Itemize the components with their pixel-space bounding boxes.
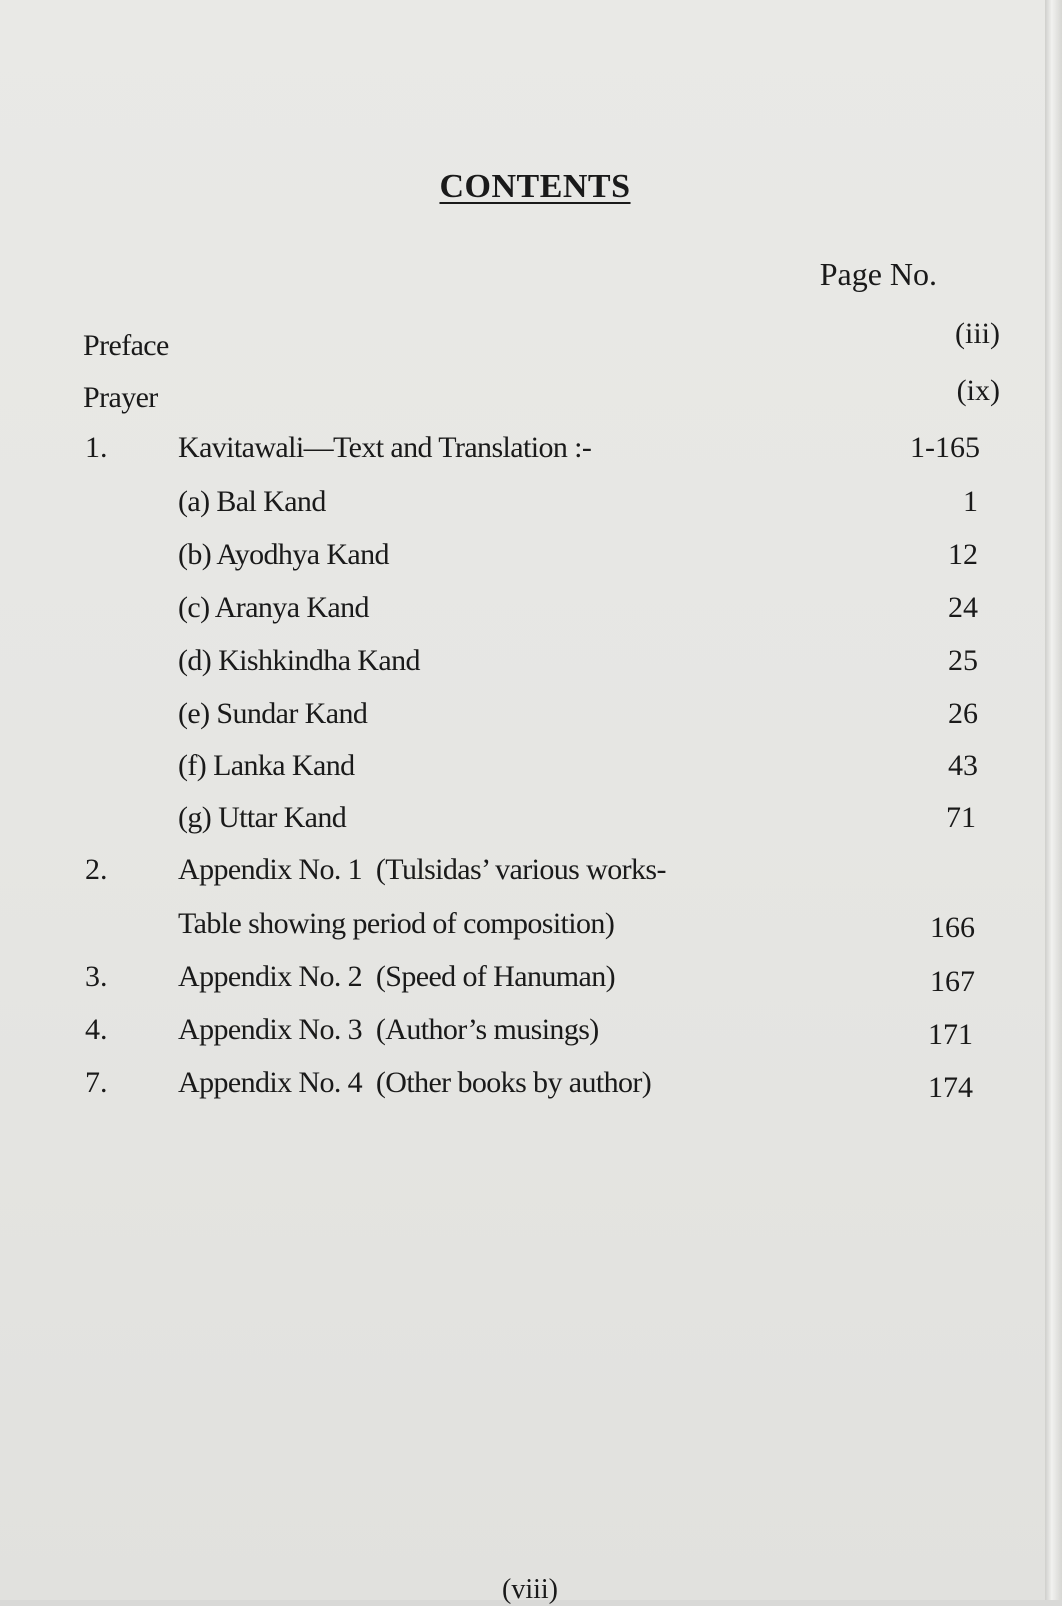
toc-entry-kishkindha-kand xyxy=(0,641,1000,681)
toc-entry-label: (e) Sundar Kand xyxy=(178,697,368,730)
toc-entry-label: Kavitawali—Text and Translation :- xyxy=(178,431,592,464)
toc-entry-number: 7. xyxy=(85,1066,108,1099)
toc-entry-page: 171 xyxy=(928,1018,973,1051)
toc-entry-prayer xyxy=(0,374,1000,418)
toc-entry-appendix-1 xyxy=(0,850,1000,890)
toc-entry-uttar-kand xyxy=(0,798,1000,838)
toc-entry-page: (iii) xyxy=(955,317,1000,350)
toc-entry-appendix-2 xyxy=(0,957,1000,997)
toc-entry-page: 167 xyxy=(930,965,975,998)
toc-entry-label: Appendix No. 1 (Tulsidas’ various works- xyxy=(178,853,666,886)
toc-entry-appendix-4 xyxy=(0,1063,1000,1103)
toc-entry-label: Appendix No. 2 (Speed of Hanuman) xyxy=(178,960,615,993)
toc-entry-label: (b) Ayodhya Kand xyxy=(178,538,389,571)
toc-entry-appendix-1-continued xyxy=(0,904,1000,944)
page-edge-shadow xyxy=(1045,0,1062,1600)
toc-entry-appendix-3 xyxy=(0,1010,1000,1050)
toc-entry-aranya-kand xyxy=(0,588,1000,628)
toc-entry-label: (g) Uttar Kand xyxy=(178,801,347,834)
toc-entry-number: 2. xyxy=(85,853,108,886)
toc-entry-page: 24 xyxy=(948,591,978,624)
toc-entry-label: Preface xyxy=(83,329,169,362)
toc-entry-page: 12 xyxy=(948,538,978,571)
toc-entry-label: (d) Kishkindha Kand xyxy=(178,644,420,677)
toc-entry-page: 71 xyxy=(946,801,976,834)
toc-entry-lanka-kand xyxy=(0,746,1000,786)
toc-entry-page: 1 xyxy=(963,485,978,518)
toc-entry-bal-kand xyxy=(0,482,1000,522)
toc-entry-page: 1-165 xyxy=(910,431,980,464)
toc-entry-page: 174 xyxy=(928,1071,973,1104)
page-number-column-header: Page No. xyxy=(819,256,937,292)
toc-entry-page: 25 xyxy=(948,644,978,677)
toc-entry-page: 26 xyxy=(948,697,978,730)
toc-entry-label: Appendix No. 3 (Author’s musings) xyxy=(178,1013,599,1046)
toc-entry-label: Table showing period of composition) xyxy=(178,907,615,940)
toc-entry-page: (ix) xyxy=(956,374,1000,407)
toc-entry-ayodhya-kand xyxy=(0,535,1000,575)
toc-entry-sundar-kand xyxy=(0,694,1000,734)
toc-entry-label: (c) Aranya Kand xyxy=(178,591,369,624)
toc-entry-label: Appendix No. 4 (Other books by author) xyxy=(178,1066,652,1099)
toc-entry-number: 1. xyxy=(85,431,108,464)
page-number-footer: (viii) xyxy=(502,1574,558,1605)
contents-title: CONTENTS xyxy=(439,168,631,205)
toc-entry-number: 4. xyxy=(85,1013,108,1046)
toc-entry-kavitawali xyxy=(0,428,1000,468)
toc-entry-preface xyxy=(0,317,1000,366)
toc-entry-label: (f) Lanka Kand xyxy=(178,749,355,782)
toc-entry-page: 43 xyxy=(948,749,978,782)
toc-entry-label: Prayer xyxy=(83,381,158,414)
toc-entry-page: 166 xyxy=(930,911,975,944)
toc-entry-label: (a) Bal Kand xyxy=(178,485,326,518)
toc-entry-number: 3. xyxy=(85,960,108,993)
